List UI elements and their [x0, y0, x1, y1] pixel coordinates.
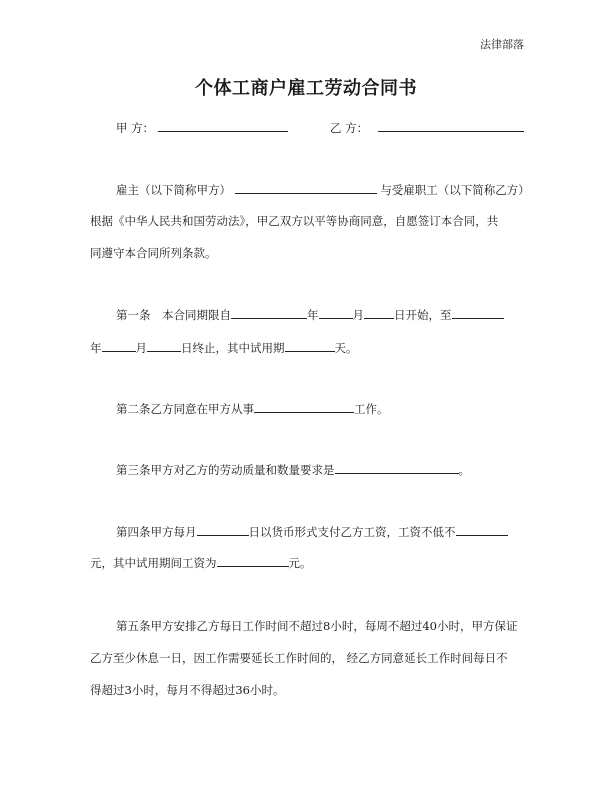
party-a-row [116, 119, 288, 136]
article-2-text-b: 工作。 [354, 402, 389, 416]
start-month-field[interactable] [319, 306, 353, 319]
article-1-text-f: 月 [135, 341, 147, 355]
intro-line-3: 同遵守本合同所列条款。 [90, 246, 217, 260]
article-5-line-2: 乙方至少休息一日，因工作需要延长工作时间的， 经乙方同意延长工作时间每日不 [90, 651, 508, 665]
job-field[interactable] [254, 400, 354, 413]
start-year-field[interactable] [231, 306, 307, 319]
article-1-line-2 [90, 339, 358, 356]
article-1-text-h: 天。 [334, 341, 358, 355]
intro-suffix: 与受雇职工（以下简称乙方） [380, 183, 530, 197]
article-4-line-1 [116, 523, 508, 540]
party-b-label: 乙 方： [330, 121, 369, 135]
intro-prefix: 雇主（以下简称甲方） [116, 183, 231, 197]
end-day-field[interactable] [147, 339, 181, 352]
intro-line-2: 根据《中华人民共和国劳动法》，甲乙双方以平等协商同意，自愿签订本合同，共 [90, 214, 499, 228]
article-3-text-b: 。 [458, 463, 470, 477]
article-5-line-1: 第五条甲方安排乙方每日工作时间不超过8小时，每周不超过40小时，甲方保证 [116, 619, 518, 633]
party-b-row [330, 119, 524, 136]
employer-field[interactable] [235, 181, 377, 194]
min-wage-field[interactable] [456, 523, 508, 536]
article-2 [116, 400, 389, 417]
article-3-text-a: 第三条甲方对乙方的劳动质量和数量要求是 [116, 463, 335, 477]
document-title: 个体工商户雇工劳动合同书 [195, 78, 417, 99]
article-4-text-c: 元，其中试用期间工资为 [90, 556, 217, 570]
article-4-text-b: 日以货币形式支付乙方工资，工资不低不 [248, 525, 456, 539]
article-1-text-d: 日开始，至 [394, 308, 452, 322]
end-year-field[interactable] [452, 306, 504, 319]
party-a-label: 甲 方： [116, 121, 155, 135]
article-3 [116, 461, 470, 478]
article-4-text-d: 元。 [288, 556, 312, 570]
probation-wage-field[interactable] [217, 554, 289, 567]
article-5-line-3: 得超过3小时，每月不得超过36小时。 [90, 683, 285, 697]
intro-line-1 [116, 181, 530, 198]
article-4-text-a: 第四条甲方每月 [116, 525, 197, 539]
end-month-field[interactable] [102, 339, 136, 352]
article-1-line-1 [116, 306, 504, 323]
start-day-field[interactable] [364, 306, 394, 319]
article-1-text-e: 年 [90, 341, 102, 355]
article-2-text-a: 第二条乙方同意在甲方从事 [116, 402, 254, 416]
article-1-text-b: 年 [307, 308, 319, 322]
article-4-line-2 [90, 554, 312, 571]
pay-day-field[interactable] [197, 523, 249, 536]
header-tag: 法律部落 [480, 38, 524, 51]
party-a-field[interactable] [158, 119, 288, 132]
article-1-text-a: 第一条 本合同期限自 [116, 308, 231, 322]
probation-days-field[interactable] [285, 339, 335, 352]
article-1-text-g: 日终止，其中试用期 [181, 341, 285, 355]
party-b-field[interactable] [378, 119, 524, 132]
article-1-text-c: 月 [352, 308, 364, 322]
quality-requirement-field[interactable] [335, 461, 459, 474]
